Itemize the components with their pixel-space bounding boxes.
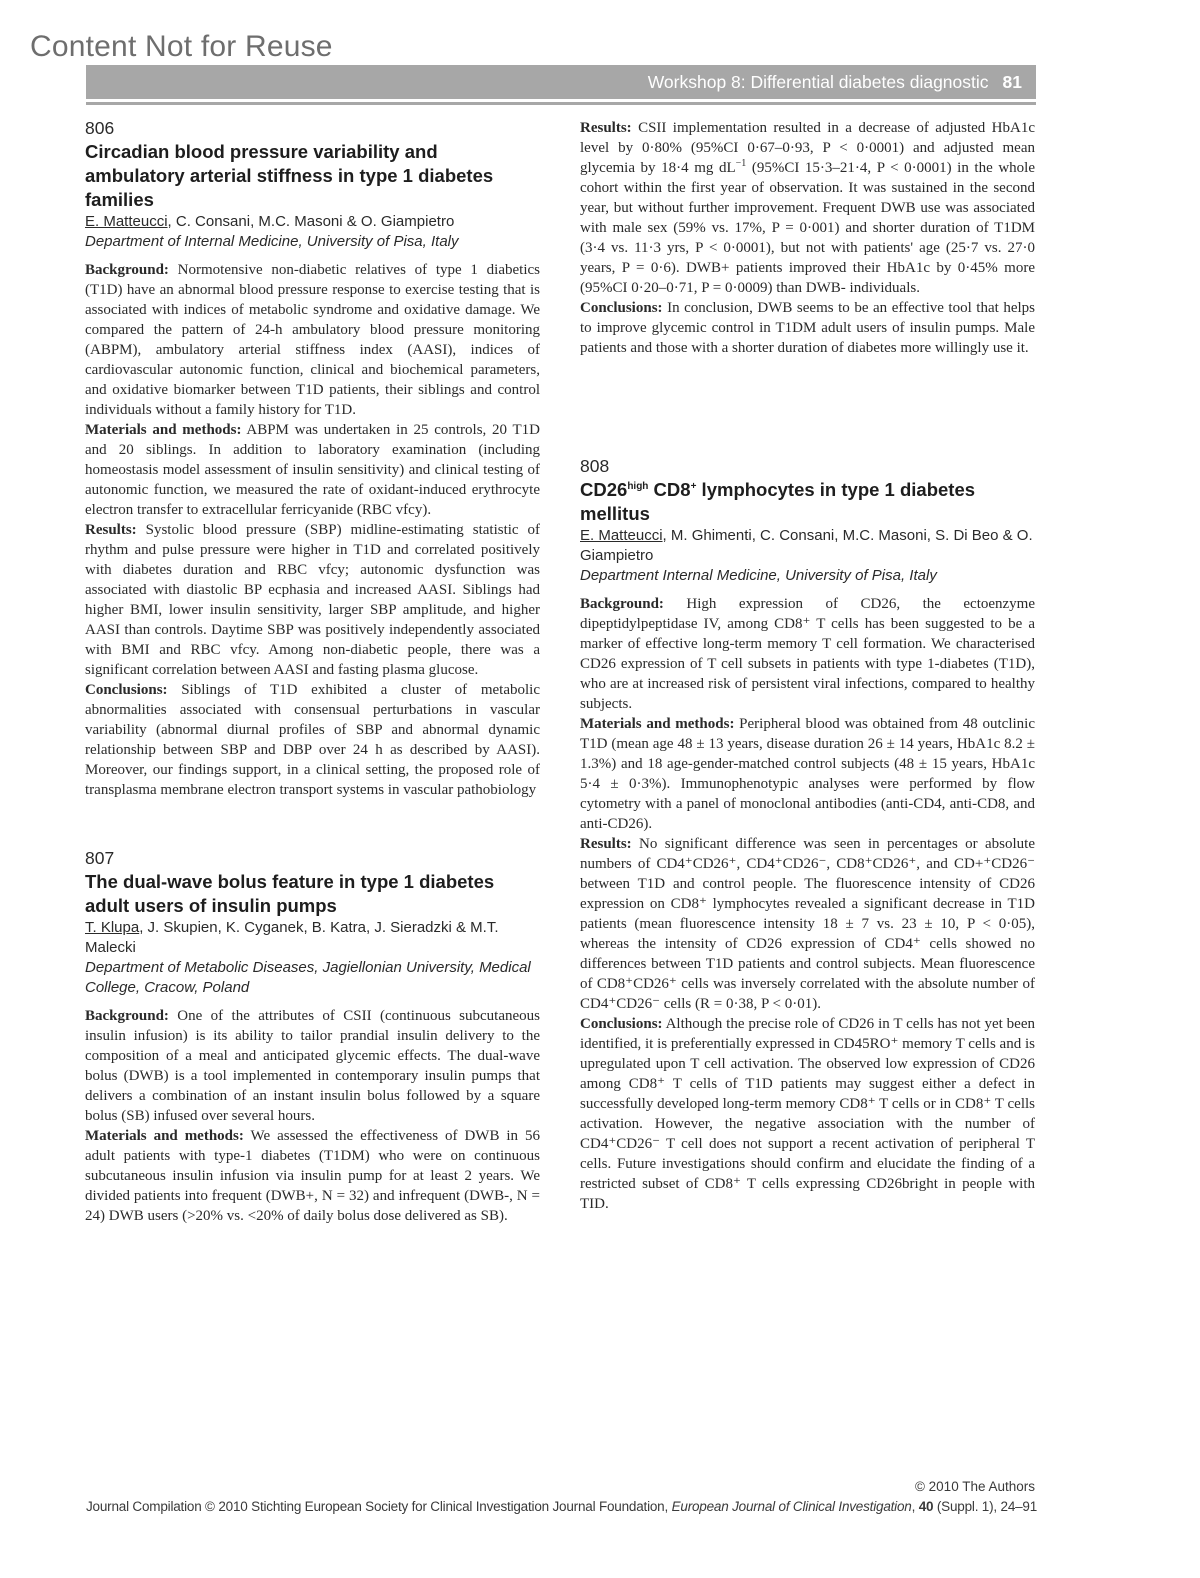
header-rule xyxy=(86,102,1036,105)
section-label: Conclusions: xyxy=(580,1016,663,1032)
co-authors: , M. Ghimenti, C. Consani, M.C. Masoni, S. Di Beo & O. Giampietro xyxy=(580,527,1033,564)
presenting-author: E. Matteucci xyxy=(580,527,663,544)
journal-name: European Journal of Clinical Investigation xyxy=(671,1499,912,1514)
section-text: One of the attributes of CSII (continuous subcutaneous insulin infusion) is its ability to tailor prandial insulin delivery to the composition of a meal and anticipated glycemic effects. The dual-wave bolus (DWB) is a tool implemented in contemporary insulin pumps that delivers a combination of an instant insulin bolus followed by a square bolus (SB) infused over several hours. xyxy=(85,1008,540,1124)
section-label: Background: xyxy=(580,596,664,612)
section-text: CSII implementation resulted in a decrease of adjusted HbA1c level by 0·80% (95%CI 0·67–0·93, P < 0·0001) and adjusted mean glycemia by 18·4 mg dL xyxy=(580,120,1035,176)
section-label: Background: xyxy=(85,262,169,278)
section-label: Materials and methods: xyxy=(580,716,735,732)
title-part: CD26 xyxy=(580,479,628,500)
section-label: Conclusions: xyxy=(85,682,168,698)
section-label: Background: xyxy=(85,1008,169,1024)
co-authors: , C. Consani, M.C. Masoni & O. Giampietro xyxy=(167,213,455,230)
section-text: Siblings of T1D exhibited a cluster of metabolic abnormalities associated with consensual perturbations in vascular variability (abnormal diurnal profiles of SBP and abnormal dynamic relationship between SBP and DBP over 24 h as described by AASI). Moreover, our findings support, in a clinical setting, the proposed role of transplasma membrane electron transport systems in vascular pathobiology xyxy=(85,682,540,798)
right-column xyxy=(580,116,1035,1214)
journal-volume: 40 xyxy=(918,1499,934,1514)
background-section xyxy=(85,1006,540,1126)
section-text: No significant difference was seen in percentages or absolute numbers of CD4⁺CD26⁺, CD4⁺CD26⁻, CD8⁺CD26⁺, and CD+⁺CD26⁻ between T1D and control people. The fluorescence intensity of CD26 expression on CD8⁺ lymphocytes revealed a significant decrease in T1D patients (mean fluorescence intensity 18 ± 7 vs. 23 ± 10, P < 0·05), whereas the intensity of CD26 expression of CD4⁺ cells showed no differences between T1D patients and control subjects. Mean fluorescence of CD8⁺CD26⁺ cells was inversely correlated with the absolute number of CD4⁺CD26⁻ cells (R = 0·38, P < 0·01). xyxy=(580,836,1035,1012)
abstract-affiliation: Department Internal Medicine, University of Pisa, Italy xyxy=(580,567,937,584)
conclusions-section xyxy=(580,298,1035,358)
section-label: Conclusions: xyxy=(580,300,663,316)
abstract-806 xyxy=(85,116,540,800)
journal-prefix: Journal Compilation © 2010 Stichting European Society for Clinical Investigation Journal Foundation, xyxy=(86,1499,672,1514)
running-header xyxy=(86,65,1036,99)
title-superscript: high xyxy=(627,480,649,492)
section-label: Results: xyxy=(580,836,632,852)
results-section xyxy=(580,834,1035,1014)
section-text: Systolic blood pressure (SBP) midline-estimating statistic of rhythm and pulse pressure were higher in T1D and correlated positively with diabetes duration and RBC vfcy; autonomic dysfunction was associated with diastolic BP ecphasia and increased AASI. Siblings had higher BMI, lower insulin sensitivity, larger SBP amplitude, and higher AASI than controls. Daytime SBP was positively independently associated with BMI and RBC vfcy. Among non-diabetic people, there was a significant correlation between AASI and fasting plasma glucose. xyxy=(85,522,540,678)
methods-section xyxy=(85,420,540,520)
section-text: ABPM was undertaken in 25 controls, 20 T1D and 20 siblings. In addition to laboratory examination (including homeostasis model assessment of insulin sensitivity) and clinical testing of autonomic function, we measured the rate of oxidant-induced erythrocyte electron transfer to extracellular ferricyanide (RBC vfcy). xyxy=(85,422,540,518)
section-label: Materials and methods: xyxy=(85,422,242,438)
abstract-number: 806 xyxy=(85,118,115,138)
abstract-body xyxy=(85,1006,540,1226)
abstract-authors xyxy=(580,526,1035,566)
abstract-authors xyxy=(85,918,540,958)
abstract-body xyxy=(580,594,1035,1214)
title-superscript: + xyxy=(690,480,697,492)
section-text: High expression of CD26, the ectoenzyme dipeptidylpeptidase IV, among CD8⁺ T cells has been suggested to be a marker of effective long-term memory T cell formation. We characterised CD26 expression of T cell subsets in patients with type 1-diabetes (T1D), who are at increased risk of persistent viral infections, compared to healthy subjects. xyxy=(580,596,1035,712)
background-section xyxy=(580,594,1035,714)
abstract-number: 808 xyxy=(580,456,610,476)
presenting-author: T. Klupa xyxy=(85,919,140,936)
section-text: In conclusion, DWB seems to be an effective tool that helps to improve glycemic control in T1DM adult users of insulin pumps. Male patients and those with a shorter duration of diabetes more willingly use it. xyxy=(580,300,1035,356)
footer-journal: Journal Compilation © 2010 Stichting European Society for Clinical Investigation Journal Foundation, European Journal of Clinical Investigation, 40 (Suppl. 1), 24–91 xyxy=(86,1499,1038,1514)
footer-copyright: © 2010 The Authors xyxy=(914,1479,1035,1494)
left-column xyxy=(85,116,540,1226)
title-part: lymphocytes in type 1 diabetes mellitus xyxy=(580,479,976,524)
background-section xyxy=(85,260,540,420)
abstract-807-continued xyxy=(580,118,1035,358)
section-text: Normotensive non-diabetic relatives of type 1 diabetics (T1D) have an abnormal blood pressure response to exercise testing that is associated with indices of metabolic syndrome and oxidative damage. We compared the pattern of 24-h ambulatory blood pressure monitoring (ABPM), ambulatory arterial stiffness index (AASI), indices of cardiovascular autonomic function, clinical and biochemical parameters, and oxidative biomarker between T1D patients, their siblings and control individuals without a family history for T1D. xyxy=(85,262,540,418)
co-authors: , J. Skupien, K. Cyganek, B. Katra, J. Sieradzki & M.T. Malecki xyxy=(85,919,499,956)
results-section xyxy=(580,118,1035,298)
section-text: (95%CI 15·3–21·4, P < 0·0001) in the whole cohort within the first year of observation. It was sustained in the second year, but without further improvement. Frequent DWB use was associated with male sex (59% vs. 17%, P = 0·001) and shorter duration of T1DM (3·4 vs. 11·3 yrs, P < 0·0001), but not with patients' age (25·7 vs. 27·0 years, P = 0·6). DWB+ patients improved their HbA1c by 0·45% more (95%CI 0·20–0·71, P = 0·0009) than DWB- individuals. xyxy=(580,160,1035,296)
abstract-affiliation: Department of Internal Medicine, University of Pisa, Italy xyxy=(85,233,459,250)
header-title: Workshop 8: Differential diabetes diagnostic xyxy=(647,71,989,92)
journal-suffix: (Suppl. 1), 24–91 xyxy=(933,1499,1038,1514)
conclusions-section xyxy=(580,1014,1035,1214)
section-text: Peripheral blood was obtained from 48 outclinic T1D (mean age 48 ± 13 years, disease duration 26 ± 14 years, HbA1c 8.2 ± 1.3%) and 18 age-gender-matched control subjects (48 ± 15 years, HbA1c 5·4 ± 0·3%). Immunophenotypic analyses were performed by flow cytometry with a panel of monoclonal antibodies (anti-CD4, anti-CD8, and anti-CD26). xyxy=(580,716,1035,832)
abstract-authors xyxy=(85,212,540,232)
section-text: Although the precise role of CD26 in T cells has not yet been identified, it is preferentially expressed in CD45RO⁺ memory T cells and is upregulated upon T cell activation. The observed low expression of CD26 among CD8⁺ T cells of T1D patients may suggest either a defect in successfully developed long-term memory CD8⁺ T cells or in CD8⁺ T cells activation. However, the negative association with the number of CD4⁺CD26⁻ T cell does not support a recent activation of peripheral T cells. Future investigations should confirm and elucidate the finding of a restricted subset of CD8⁺ T cells expressing CD26bright in people with TID. xyxy=(580,1016,1035,1212)
abstract-808 xyxy=(580,454,1035,1214)
section-label: Materials and methods: xyxy=(85,1128,244,1144)
title-part: CD8 xyxy=(648,479,691,500)
abstract-title xyxy=(580,478,1035,526)
abstract-number: 807 xyxy=(85,848,115,868)
abstract-title: The dual-wave bolus feature in type 1 diabetes adult users of insulin pumps xyxy=(85,871,495,916)
results-section xyxy=(85,520,540,680)
methods-section xyxy=(85,1126,540,1226)
abstract-807 xyxy=(85,846,540,1226)
watermark: Content Not for Reuse xyxy=(30,30,333,63)
page-number: 81 xyxy=(1002,71,1022,92)
conclusions-section xyxy=(85,680,540,800)
superscript: −1 xyxy=(735,158,747,169)
abstract-affiliation: Department of Metabolic Diseases, Jagiellonian University, Medical College, Cracow, Poland xyxy=(85,959,531,996)
presenting-author: E. Matteucci xyxy=(85,213,168,230)
abstract-title: Circadian blood pressure variability and ambulatory arterial stiffness in type 1 diabetes families xyxy=(85,141,494,210)
section-label: Results: xyxy=(85,522,137,538)
section-text: We assessed the effectiveness of DWB in 56 adult patients with type-1 diabetes (T1DM) who were on continuous subcutaneous insulin infusion via insulin pump for at least 2 years. We divided patients into frequent (DWB+, N = 32) and infrequent (DWB-, N = 24) DWB users (>20% vs. <20% of daily bolus dose delivered as SB). xyxy=(85,1128,540,1224)
section-label: Results: xyxy=(580,120,632,136)
methods-section xyxy=(580,714,1035,834)
abstract-body xyxy=(85,260,540,800)
